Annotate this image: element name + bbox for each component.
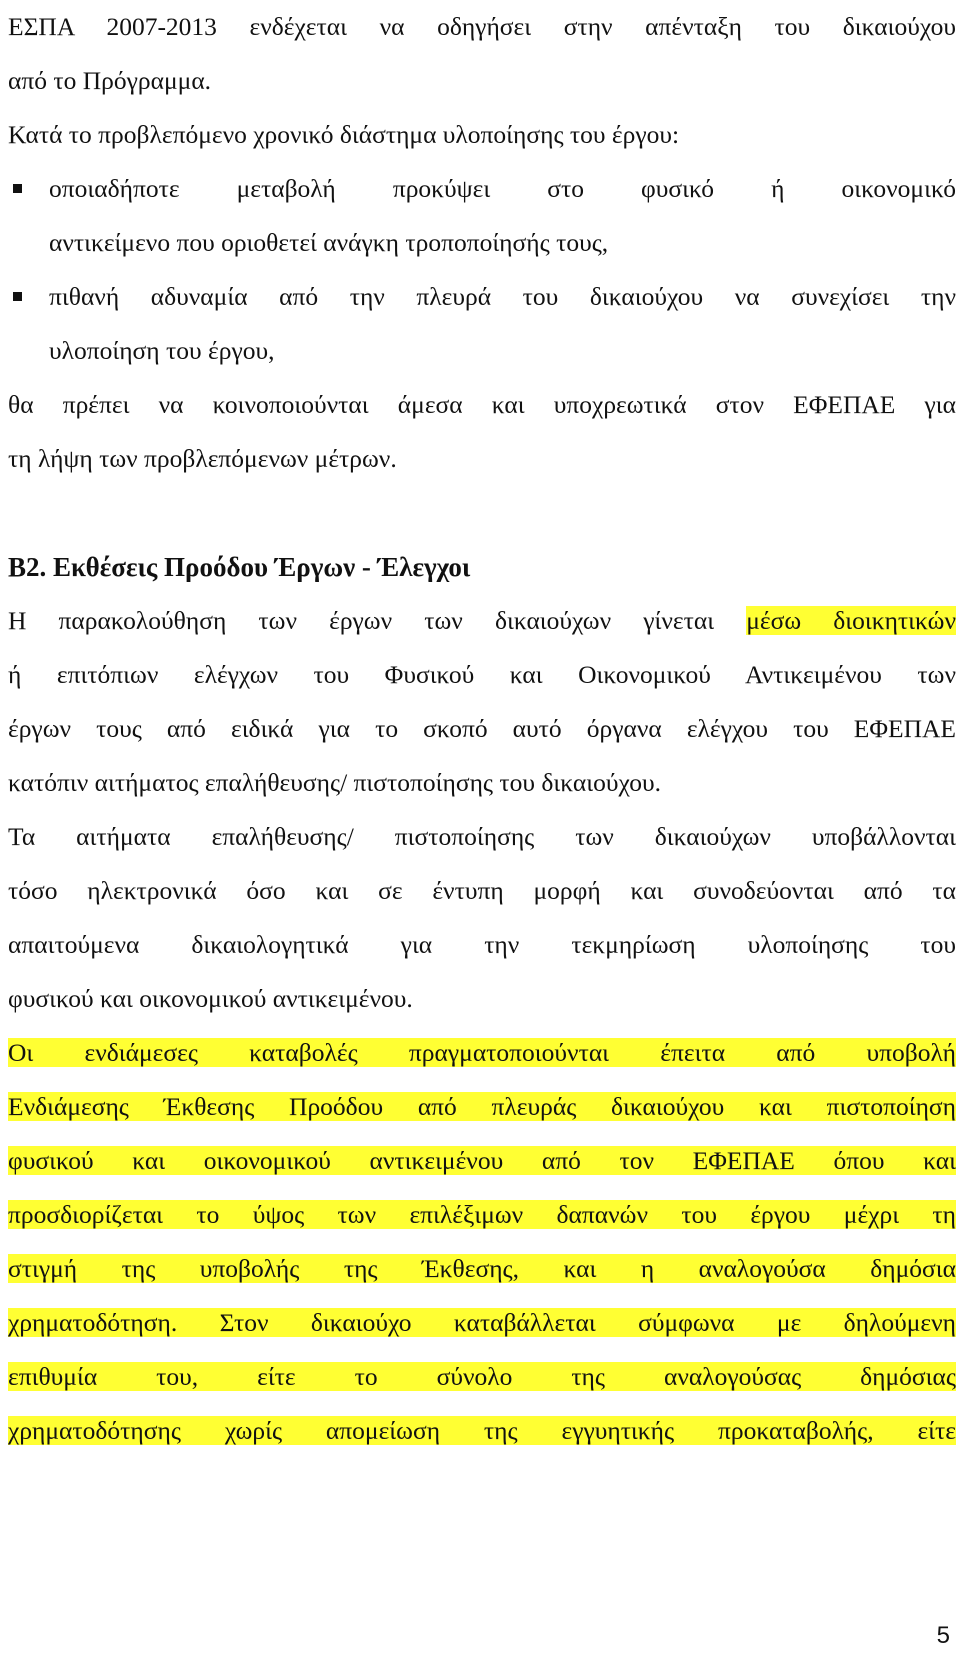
para3-line-2 [8, 1080, 956, 1134]
para1-line-3: έργων τους από ειδικά για το σκοπό αυτό όργανα ελέγχου του ΕΦΕΠΑΕ [8, 714, 956, 743]
intro-line-2: από το Πρόγραμμα. [8, 66, 212, 95]
bullet-item-1-line-1 [8, 162, 956, 216]
square-bullet-icon [13, 184, 22, 193]
para3-line-6-text: χρηματοδότηση. Στον δικαιούχο καταβάλλεται σύμφωνα με δηλούμενη [8, 1308, 956, 1337]
para1-line-4: κατόπιν αιτήματος επαλήθευσης/ πιστοποίησης του δικαιούχου. [8, 768, 661, 797]
para3-line-8-text: χρηματοδότησης χωρίς απομείωση της εγγυητικής προκαταβολής, είτε [8, 1416, 956, 1445]
para3-line-8 [8, 1404, 956, 1458]
document-page [8, 0, 956, 1458]
closing-line-2: τη λήψη των προβλεπόμενων μέτρων. [8, 444, 397, 473]
para1-line-1-plain: Η παρακολούθηση των έργων των δικαιούχων γίνεται [8, 606, 747, 635]
para1-line-1 [8, 594, 956, 648]
para2-line-3: απαιτούμενα δικαιολογητικά για την τεκμηρίωση υλοποίησης του [8, 930, 956, 959]
para3-line-4 [8, 1188, 956, 1242]
para2-line-4: φυσικού και οικονομικού αντικειμένου. [8, 984, 413, 1013]
bullet-item-1-text: οποιαδήποτε μεταβολή προκύψει στο φυσικό ή οικονομικό [49, 174, 956, 203]
para3-line-7 [8, 1350, 956, 1404]
para3-line-1-text: Οι ενδιάμεσες καταβολές πραγματοποιούνται έπειτα από υποβολή [8, 1038, 956, 1067]
period-intro: Κατά το προβλεπόμενο χρονικό διάστημα υλοποίησης του έργου: [8, 120, 680, 149]
bullet-item-1-line-2: αντικείμενο που οριοθετεί ανάγκη τροποποίησής τους, [49, 228, 609, 257]
para3-line-7-text: επιθυμία του, είτε το σύνολο της αναλογούσας δημόσιας [8, 1362, 956, 1391]
page-number: 5 [936, 1622, 950, 1649]
para3-line-6 [8, 1296, 956, 1350]
para3-line-2-text: Ενδιάμεσης Έκθεσης Προόδου από πλευράς δικαιούχου και πιστοποίηση [8, 1092, 956, 1121]
bullet-item-2-text: πιθανή αδυναμία από την πλευρά του δικαιούχου να συνεχίσει την [49, 282, 956, 311]
square-bullet-icon [13, 292, 22, 301]
bullet-item-2-line-2: υλοποίηση του έργου, [49, 336, 275, 365]
intro-line-1: ΕΣΠΑ 2007-2013 ενδέχεται να οδηγήσει στην απένταξη του δικαιούχου [8, 12, 956, 41]
para1-line-1-highlight: μέσω διοικητικών [746, 606, 956, 635]
para2-line-2: τόσο ηλεκτρονικά όσο και σε έντυπη μορφή και συνοδεύονται από τα [8, 876, 956, 905]
closing-line-1: θα πρέπει να κοινοποιούνται άμεσα και υποχρεωτικά στον ΕΦΕΠΑΕ για [8, 390, 956, 419]
para3-line-4-text: προσδιορίζεται το ύψος των επιλέξιμων δαπανών του έργου μέχρι τη [8, 1200, 956, 1229]
section-gap [8, 486, 956, 540]
para3-line-3-text: φυσικού και οικονομικού αντικειμένου από τον ΕΦΕΠΑΕ όπου και [8, 1146, 956, 1175]
para3-line-3 [8, 1134, 956, 1188]
para1-line-2: ή επιτόπιων ελέγχων του Φυσικού και Οικονομικού Αντικειμένου των [8, 660, 956, 689]
para3-line-1 [8, 1026, 956, 1080]
section-heading: Β2. Εκθέσεις Προόδου Έργων - Έλεγχοι [8, 552, 471, 582]
para2-line-1: Τα αιτήματα επαλήθευσης/ πιστοποίησης των δικαιούχων υποβάλλονται [8, 822, 956, 851]
para3-line-5-text: στιγμή της υποβολής της Έκθεσης, και η αναλογούσα δημόσια [8, 1254, 956, 1283]
bullet-item-2-line-1 [8, 270, 956, 324]
para3-line-5 [8, 1242, 956, 1296]
